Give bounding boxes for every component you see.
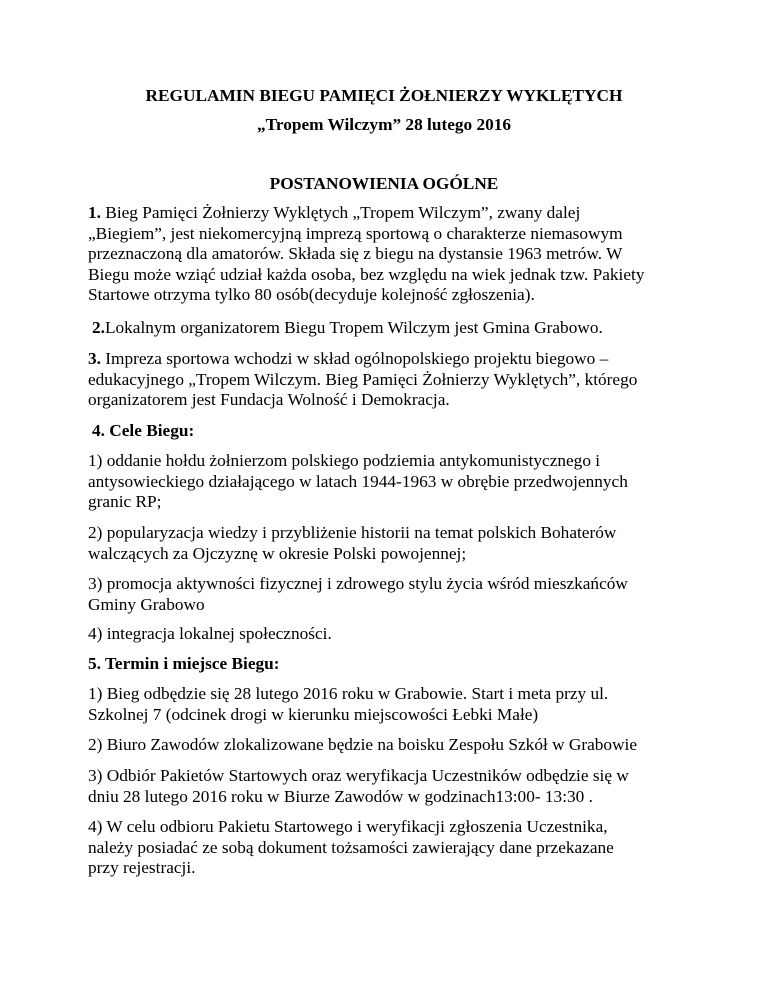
paragraph-1-line-1: 1. Bieg Pamięci Żołnierzy Wyklętych „Tropem Wilczym”, zwany dalej [88, 203, 581, 222]
paragraph-2-number: 2. [92, 318, 105, 337]
paragraph-1-line-4: Biegu może wziąć udział każda osoba, bez względu na wiek jednak tzw. Pakiety [88, 264, 645, 284]
term-2: 2) Biuro Zawodów zlokalizowane będzie na boisku Zespołu Szkół w Grabowie [88, 735, 638, 754]
paragraph-3-number: 3. [88, 349, 101, 368]
paragraph-3 [88, 349, 688, 411]
paragraph-3-line-2: edukacyjnego „Tropem Wilczym. Bieg Pamięci Żołnierzy Wyklętych”, którego [88, 369, 638, 389]
goal-4: 4) integracja lokalnej społeczności. [88, 624, 332, 643]
paragraph-3-line-1: 3. Impreza sportowa wchodzi w skład ogólnopolskiego projektu biegowo – [88, 349, 609, 368]
paragraph-2 [88, 318, 688, 339]
goal-2: 2) popularyzacja wiedzy i przybliżenie historii na temat polskich Bohaterów walczących za Ojczyznę w okresie Polski powojennej; [88, 523, 617, 563]
section-5-heading: 5. Termin i miejsce Biegu: [88, 654, 280, 673]
document-subtitle: „Tropem Wilczym” 28 lutego 2016 [256, 115, 512, 134]
term-3: 3) Odbiór Pakietów Startowych oraz weryfikacja Uczestników odbędzie się w dniu 28 lutego 2016 roku w Biurze Zawodów w godzinach13:00- 13:30 . [88, 766, 629, 806]
paragraph-3-line-3: organizatorem jest Fundacja Wolność i Demokracja. [88, 390, 450, 409]
paragraph-1-number: 1. [88, 203, 101, 222]
document-title: REGULAMIN BIEGU PAMIĘCI ŻOŁNIERZY WYKLĘTYCH [145, 86, 623, 105]
paragraph-1-line-3: przeznaczoną dla amatorów. Składa się z biegu na dystansie 1963 metrów. W [88, 244, 623, 263]
goal-1: 1) oddanie hołdu żołnierzom polskiego podziemia antykomunistycznego i antysowieckiego działającego w latach 1944-1963 w obrębie przedwojennych granic RP; [88, 451, 628, 511]
term-1: 1) Bieg odbędzie się 28 lutego 2016 roku w Grabowie. Start i meta przy ul. Szkolnej 7 (odcinek drogi w kierunku miejscowości Łebki Małe) [88, 684, 609, 724]
goal-3: 3) promocja aktywności fizycznej i zdrowego stylu życia wśród mieszkańców Gminy Grabowo [88, 574, 628, 614]
section-4-heading: 4. Cele Biegu: [92, 421, 195, 440]
section-heading: POSTANOWIENIA OGÓLNE [269, 174, 499, 193]
paragraph-1-line-2: „Biegiem”, jest niekomercyjną imprezą sportową o charakterze niemasowym [88, 223, 623, 243]
term-4: 4) W celu odbioru Pakietu Startowego i weryfikacji zgłoszenia Uczestnika, należy posiadać ze sobą dokument tożsamości zawierający dane przekazane przy rejestracji. [88, 817, 614, 877]
paragraph-2-line-1: 2.Lokalnym organizatorem Biegu Tropem Wilczym jest Gmina Grabowo. [92, 318, 603, 337]
paragraph-1-line-5: Startowe otrzyma tylko 80 osób(decyduje kolejność zgłoszenia). [88, 285, 535, 304]
paragraph-1 [88, 203, 688, 306]
